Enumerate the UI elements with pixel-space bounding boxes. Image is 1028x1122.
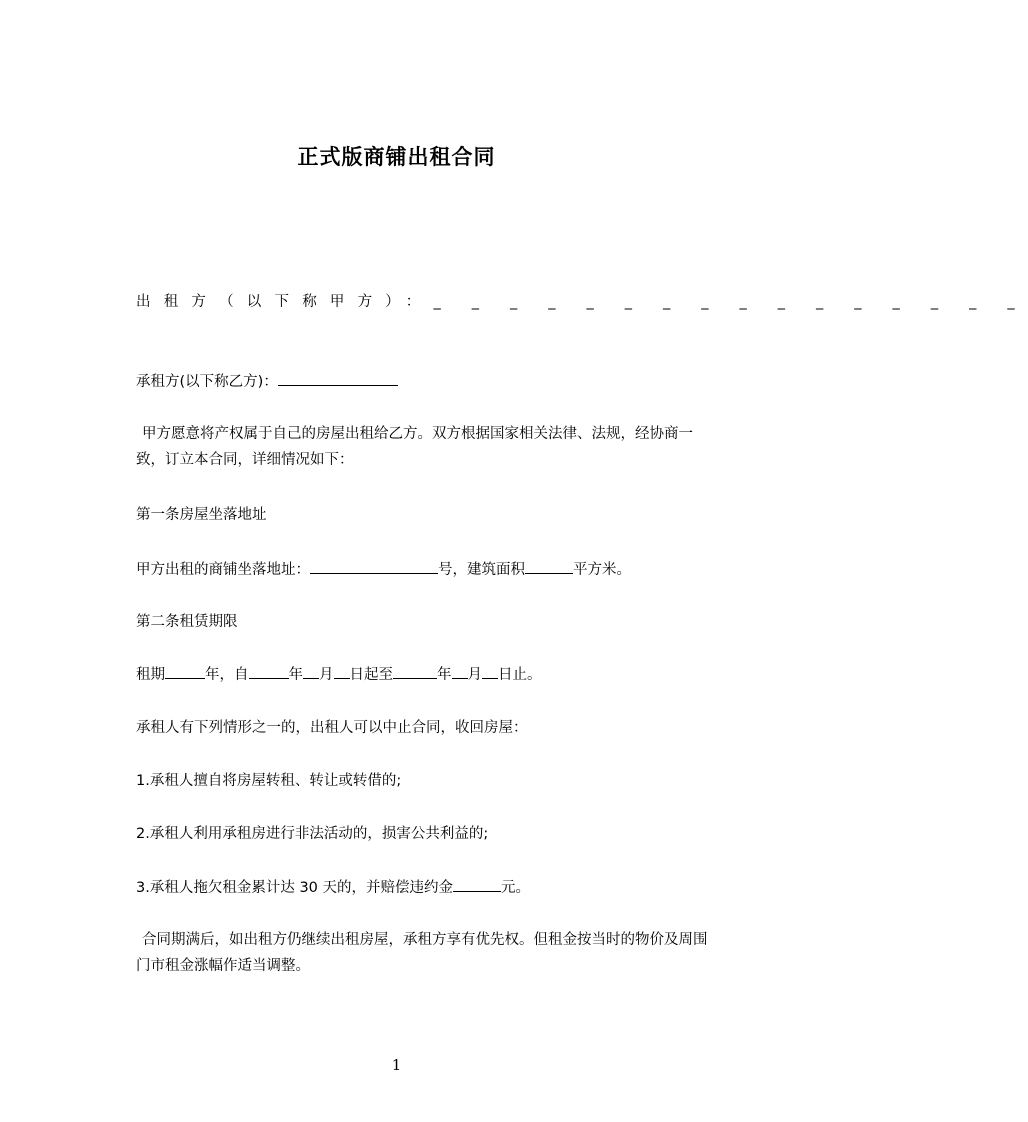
document-title: 正式版商铺出租合同 <box>297 145 496 169</box>
end-day-blank <box>482 664 498 679</box>
lessee-blank <box>278 371 398 386</box>
address-line <box>136 559 631 580</box>
area-unit: 平方米。 <box>573 562 631 578</box>
termination-item-1: 1.承租人擅自将房屋转租、转让或转借的; <box>136 773 402 789</box>
start-month-blank <box>303 664 319 679</box>
start-year-blank <box>249 664 289 679</box>
term-part3: 年 <box>288 667 303 683</box>
area-blank <box>525 559 573 574</box>
lessee-line <box>136 371 398 392</box>
address-suffix: 号，建筑面积 <box>438 562 525 578</box>
termination-intro: 承租人有下列情形之一的，出租人可以中止合同，收回房屋： <box>136 720 528 736</box>
term-part6: 年 <box>437 667 452 683</box>
item3-suffix: 元。 <box>501 880 531 896</box>
term-part2: 年，自 <box>205 667 249 683</box>
term-part4: 月 <box>319 667 334 683</box>
penalty-blank <box>453 877 501 892</box>
renewal-paragraph: 合同期满后，如出租方仍继续出租房屋，承租方享有优先权。但租金按当时的物价及周围门市租金涨幅作适当调整。 <box>136 932 708 974</box>
lessee-label: 承租方(以下称乙方)： <box>136 374 278 390</box>
article2-title: 第二条租赁期限 <box>136 614 238 630</box>
termination-item-2: 2.承租人利用承租房进行非法活动的，损害公共利益的; <box>136 826 489 842</box>
item3-prefix: 3.承租人拖欠租金累计达 30 天的，并赔偿违约金 <box>136 880 454 896</box>
article1-title: 第一条房屋坐落地址 <box>136 507 267 523</box>
term-part5: 日起至 <box>349 667 393 683</box>
start-day-blank <box>334 664 350 679</box>
term-part7: 月 <box>467 667 482 683</box>
lessor-line: 出租方（以下称甲方）：_ _ _ _ _ _ _ _ _ _ _ _ _ _ _ _ <box>136 294 1028 310</box>
term-part1: 租期 <box>136 667 165 683</box>
end-month-blank <box>452 664 468 679</box>
term-line <box>136 664 542 685</box>
page-number: 1 <box>391 1056 402 1074</box>
term-years-blank <box>165 664 205 679</box>
termination-item-3 <box>136 877 530 898</box>
address-label: 甲方出租的商铺坐落地址： <box>136 562 310 578</box>
address-blank <box>310 559 438 574</box>
end-year-blank <box>393 664 437 679</box>
intro-paragraph: 甲方愿意将产权属于自己的房屋出租给乙方。双方根据国家相关法律、法规，经协商一致，订立本合同，详细情况如下： <box>136 426 693 468</box>
term-part8: 日止。 <box>498 667 542 683</box>
